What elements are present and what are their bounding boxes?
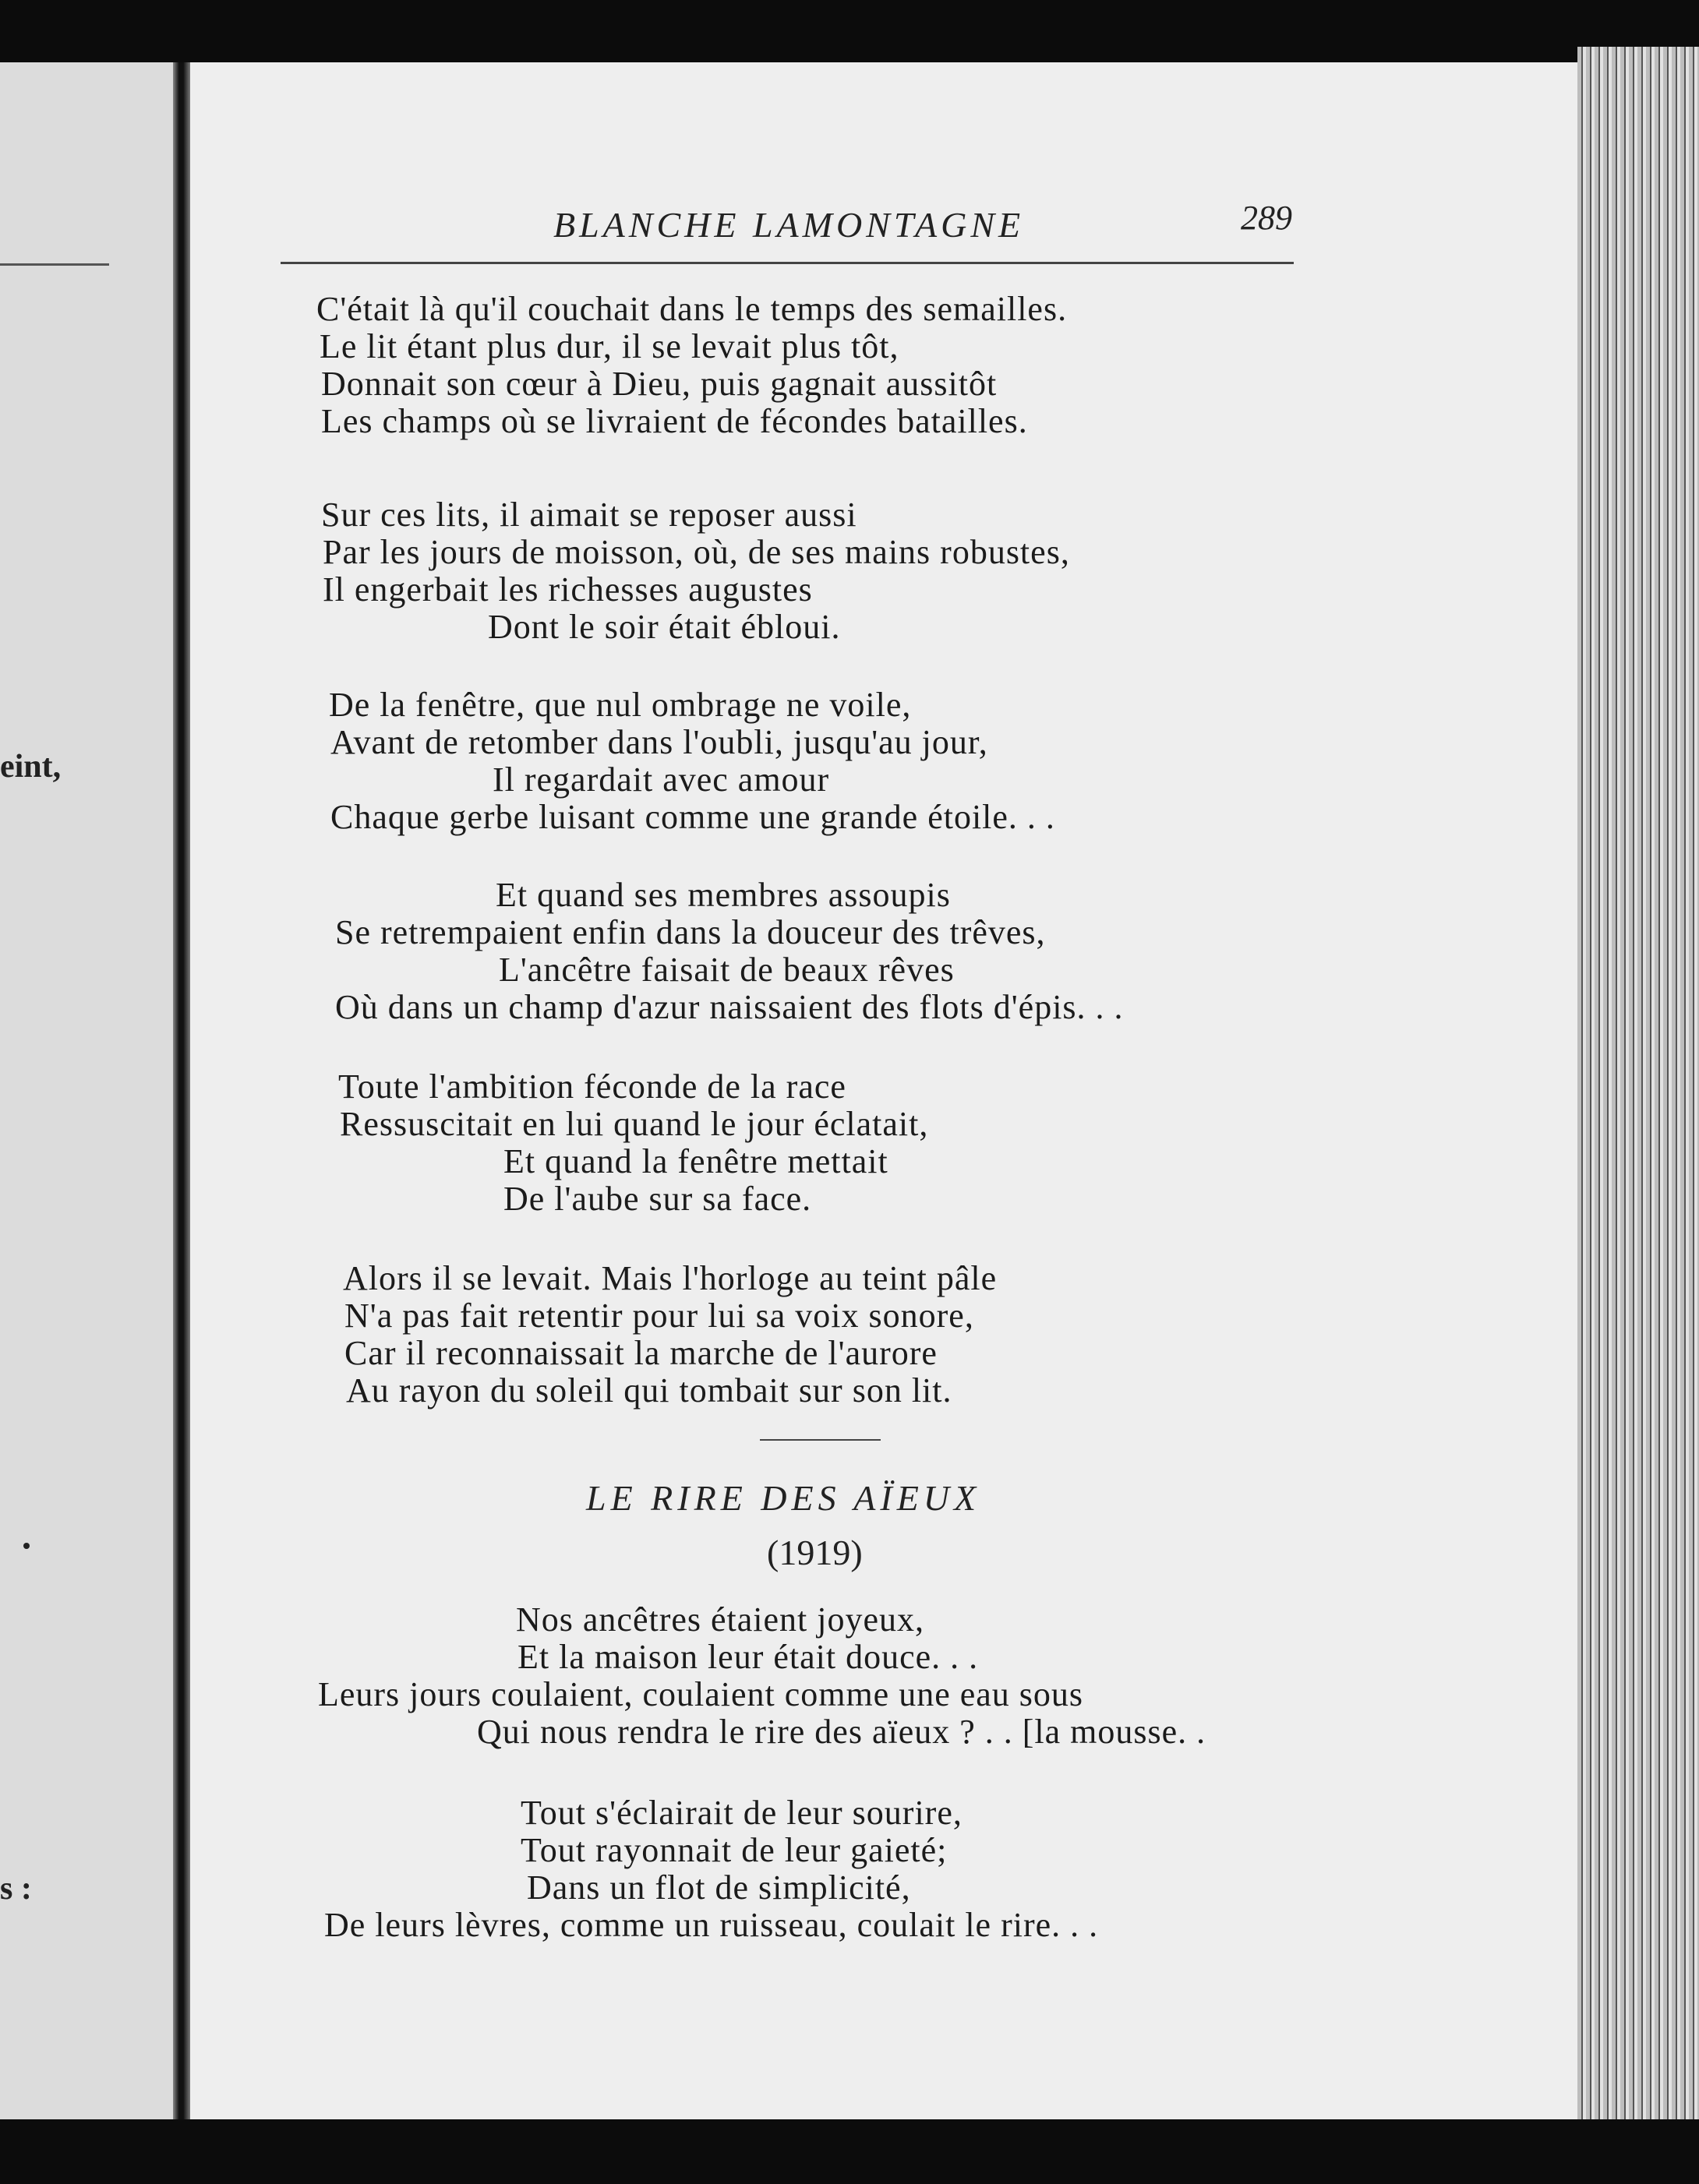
previous-page-rule bbox=[0, 263, 109, 266]
poem-date: (1919) bbox=[767, 1533, 863, 1572]
verse-line: De leurs lèvres, comme un ruisseau, coulait le rire. . . bbox=[324, 1906, 1099, 1944]
verse-line: Et la maison leur était douce. . . bbox=[517, 1638, 979, 1676]
verse-line: Et quand la fenêtre mettait bbox=[503, 1142, 888, 1180]
header-rule bbox=[281, 262, 1294, 264]
verse-line: Nos ancêtres étaient joyeux, bbox=[516, 1600, 925, 1639]
verse-line: Les champs où se livraient de fécondes batailles. bbox=[321, 402, 1028, 440]
previous-page-text: eint, bbox=[0, 749, 62, 785]
verse-line: Tout rayonnait de leur gaieté; bbox=[521, 1831, 948, 1869]
running-title: BLANCHE LAMONTAGNE bbox=[553, 205, 1025, 245]
verse-line: Dans un flot de simplicité, bbox=[527, 1868, 911, 1907]
poem-title: LE RIRE DES AÏEUX bbox=[586, 1478, 981, 1518]
verse-line: Dont le soir était ébloui. bbox=[488, 608, 841, 646]
previous-page-text: s : bbox=[0, 1871, 32, 1907]
verse-line: Chaque gerbe luisant comme une grande étoile. . . bbox=[330, 798, 1055, 836]
verse-line: Le lit étant plus dur, il se levait plus tôt, bbox=[320, 327, 899, 365]
verse-line: Au rayon du soleil qui tombait sur son lit. bbox=[346, 1371, 952, 1410]
verse-line: Par les jours de moisson, où, de ses mains robustes, bbox=[323, 533, 1070, 571]
verse-line: Où dans un champ d'azur naissaient des flots d'épis. . . bbox=[335, 988, 1124, 1026]
verse-line: Leurs jours coulaient, coulaient comme une eau sous bbox=[318, 1675, 1084, 1713]
verse-line: Toute l'ambition féconde de la race bbox=[338, 1067, 846, 1106]
page-number: 289 bbox=[1241, 199, 1292, 237]
verse-line: Qui nous rendra le rire des aïeux ? . . [la mousse. . bbox=[477, 1713, 1206, 1751]
verse-line: De la fenêtre, que nul ombrage ne voile, bbox=[329, 686, 912, 724]
verse-line: Il regardait avec amour bbox=[493, 760, 830, 799]
verse-line: Car il reconnaissait la marche de l'aurore bbox=[344, 1334, 938, 1372]
verse-line: De l'aube sur sa face. bbox=[503, 1180, 812, 1218]
scan-border-top bbox=[0, 0, 1699, 62]
section-divider bbox=[760, 1439, 881, 1441]
verse-line: Et quand ses membres assoupis bbox=[496, 876, 951, 914]
verse-line: Donnait son cœur à Dieu, puis gagnait aussitôt bbox=[321, 365, 998, 403]
verse-line: Avant de retomber dans l'oubli, jusqu'au jour, bbox=[330, 723, 988, 761]
verse-line: L'ancêtre faisait de beaux rêves bbox=[499, 951, 955, 989]
verse-line: Sur ces lits, il aimait se reposer aussi bbox=[321, 496, 857, 534]
book-gutter bbox=[173, 62, 190, 2119]
previous-page-fragment bbox=[0, 62, 173, 2119]
verse-line: C'était là qu'il couchait dans le temps des semailles. bbox=[316, 290, 1068, 328]
verse-line: Ressuscitait en lui quand le jour éclatait, bbox=[340, 1105, 929, 1143]
verse-line: Alors il se levait. Mais l'horloge au teint pâle bbox=[343, 1259, 998, 1297]
verse-line: Se retrempaient enfin dans la douceur des trêves, bbox=[335, 913, 1046, 951]
verse-line: Tout s'éclairait de leur sourire, bbox=[521, 1794, 963, 1832]
verse-line: Il engerbait les richesses augustes bbox=[323, 570, 813, 609]
ink-speck bbox=[23, 1543, 30, 1549]
page-edges bbox=[1577, 47, 1699, 2119]
scan-border-bottom bbox=[0, 2119, 1699, 2184]
verse-line: N'a pas fait retentir pour lui sa voix sonore, bbox=[344, 1297, 974, 1335]
